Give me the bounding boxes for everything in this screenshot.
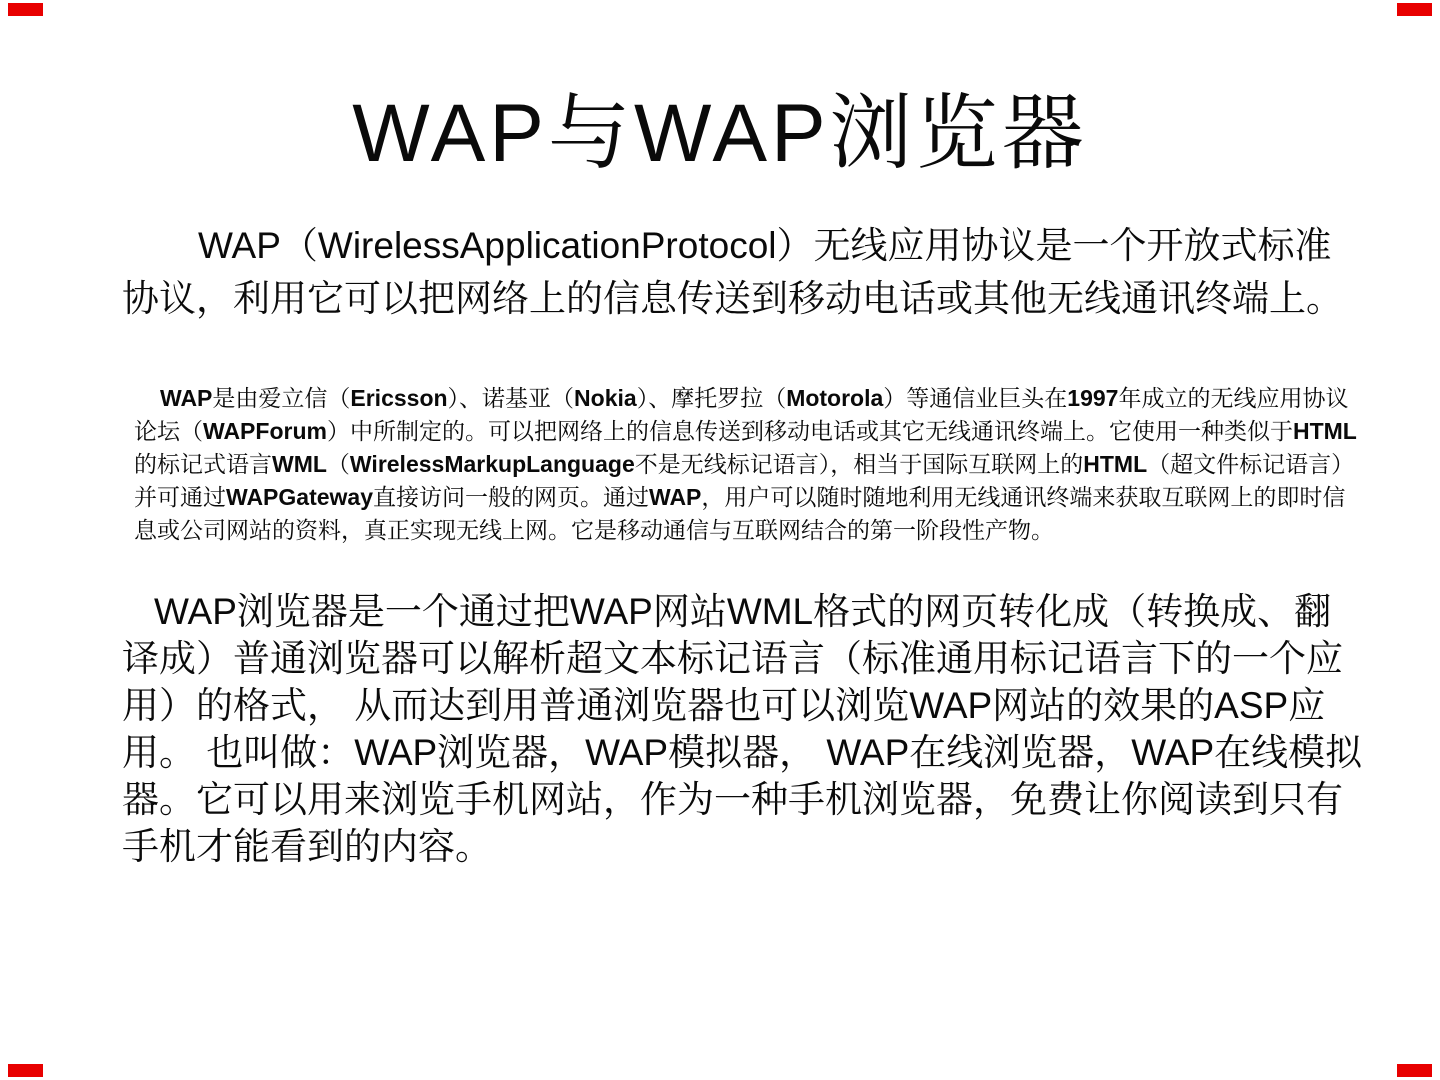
paragraph-wap-browser: WAP浏览器是一个通过把WAP网站WML格式的网页转化成（转换成、翻译成）普通浏览器可以解析超文本标记语言（标准通用标记语言下的一个应用）的格式， 从而达到用普通浏览器也可以浏览WAP网站的效果的ASP应用。 也叫做：WAP浏览器，WAP模拟器， WAP在线浏览器，WAP在线模拟器。它可以用来浏览手机网站，作为一种手机浏览器，免费让你阅读到只有手机才能看到的内容。 [122,591,1363,867]
corner-mark-bottom-left [8,1064,43,1077]
corner-mark-top-left [8,3,43,16]
page-title: WAP与WAP浏览器 [352,88,1088,179]
paragraph-wap-definition: WAP（WirelessApplicationProtocol）无线应用协议是一个开放式标准协议，利用它可以把网络上的信息传送到移动电话或其他无线通讯终端上。 [122,225,1343,319]
corner-mark-top-right [1397,3,1432,16]
paragraph-wap-history: WAP是由爱立信（Ericsson）、诺基亚（Nokia）、摩托罗拉（Motorola）等通信业巨头在1997年成立的无线应用协议论坛（WAPForum）中所制定的。可以把网络上的信息传送到移动电话或其它无线通讯终端上。它使用一种类似于HTML的标记式语言WML（WirelessMarkupLanguage不是无线标记语言），相当于国际互联网上的HTML（超文件标记语言）并可通过WAPGateway直接访问一般的网页。通过WAP，用户可以随时随地利用无线通讯终端来获取互联网上的即时信息或公司网站的资料，真正实现无线上网。它是移动通信与互联网结合的第一阶段性产物。 [134,385,1357,543]
corner-mark-bottom-right [1397,1064,1432,1077]
